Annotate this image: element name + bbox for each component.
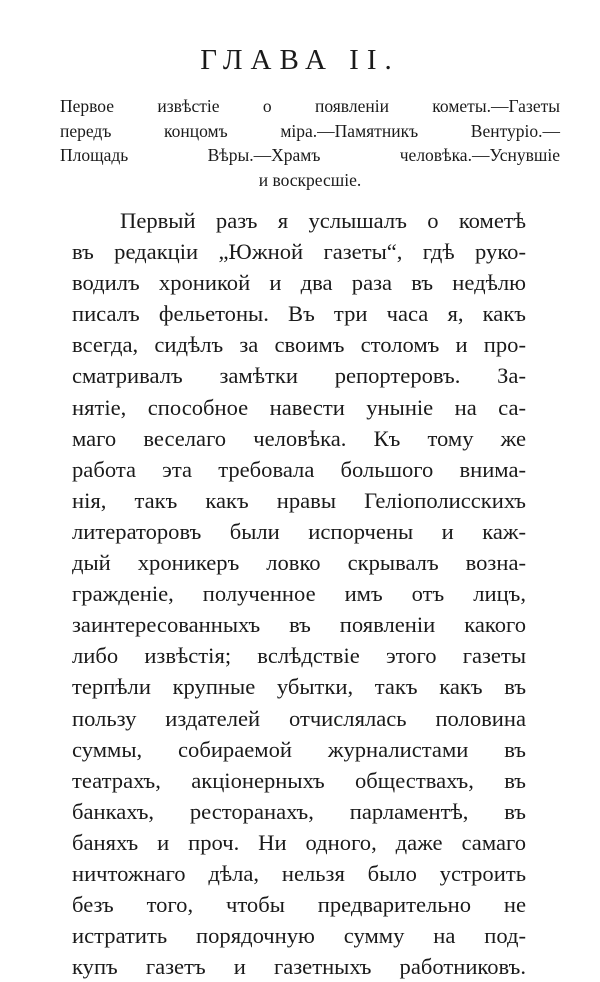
body-line: маго веселаго человѣка. Къ тому же [72,425,526,451]
body-line: нятіе, способное навести уныніе на са- [72,394,526,420]
body-line: въ редакціи „Южной газеты“, гдѣ руко- [72,239,526,265]
body-line: суммы, собираемой журналистами въ [72,736,526,762]
body-line: истратить порядочную сумму на под- [72,923,526,949]
body-line: либо извѣстія; вслѣдствіе этого газеты [72,643,526,669]
body-line: сматривалъ замѣтки репортеровъ. За- [72,363,526,389]
summary-line: и воскресшіе. [258,169,362,190]
body-line: заинтересованныхъ въ появленіи какого [72,612,526,638]
body-text [72,205,526,982]
body-line: нія, такъ какъ нравы Геліополисскихъ [72,487,526,513]
summary-line: передъ концомъ міра.—Памятникъ Вентуріо.— [60,120,560,141]
body-line: Первый разъ я услышалъ о кометѣ [120,208,526,233]
body-line: дый хроникеръ ловко скрывалъ возна- [72,550,526,576]
body-line: ничтожнаго дѣла, нельзя было устроить [72,860,526,886]
body-line: баняхъ и проч. Ни одного, даже самаго [72,829,526,855]
summary-line: Площадь Вѣры.—Храмъ человѣка.—Уснувшіе [60,145,560,165]
summary-line: Первое извѣстіе о появленіи кометы.—Газеты [60,96,560,116]
chapter-summary [60,94,560,192]
body-line: всегда, сидѣлъ за своимъ столомъ и про- [72,332,526,358]
chapter-title: ГЛАВА II. [200,44,400,76]
body-line: терпѣли крупные убытки, такъ какъ въ [72,674,526,700]
body-line: пользу издателей отчислялась половина [72,705,526,731]
body-line: безъ того, чтобы предварительно не [72,892,526,918]
body-line: водилъ хроникой и два раза въ недѣлю [72,270,526,296]
body-line: писалъ фельетоны. Въ три часа я, какъ [72,301,526,327]
body-line: театрахъ, акціонерныхъ обществахъ, въ [72,767,526,793]
body-line: гражденіе, полученное имъ отъ лицъ, [72,581,526,607]
body-line: купъ газетъ и газетныхъ работниковъ. [72,954,526,980]
body-line: банкахъ, ресторанахъ, парламентѣ, въ [72,798,526,824]
body-line: работа эта требовала большого внима- [72,456,526,482]
body-line: литераторовъ были испорчены и каж- [72,518,526,544]
